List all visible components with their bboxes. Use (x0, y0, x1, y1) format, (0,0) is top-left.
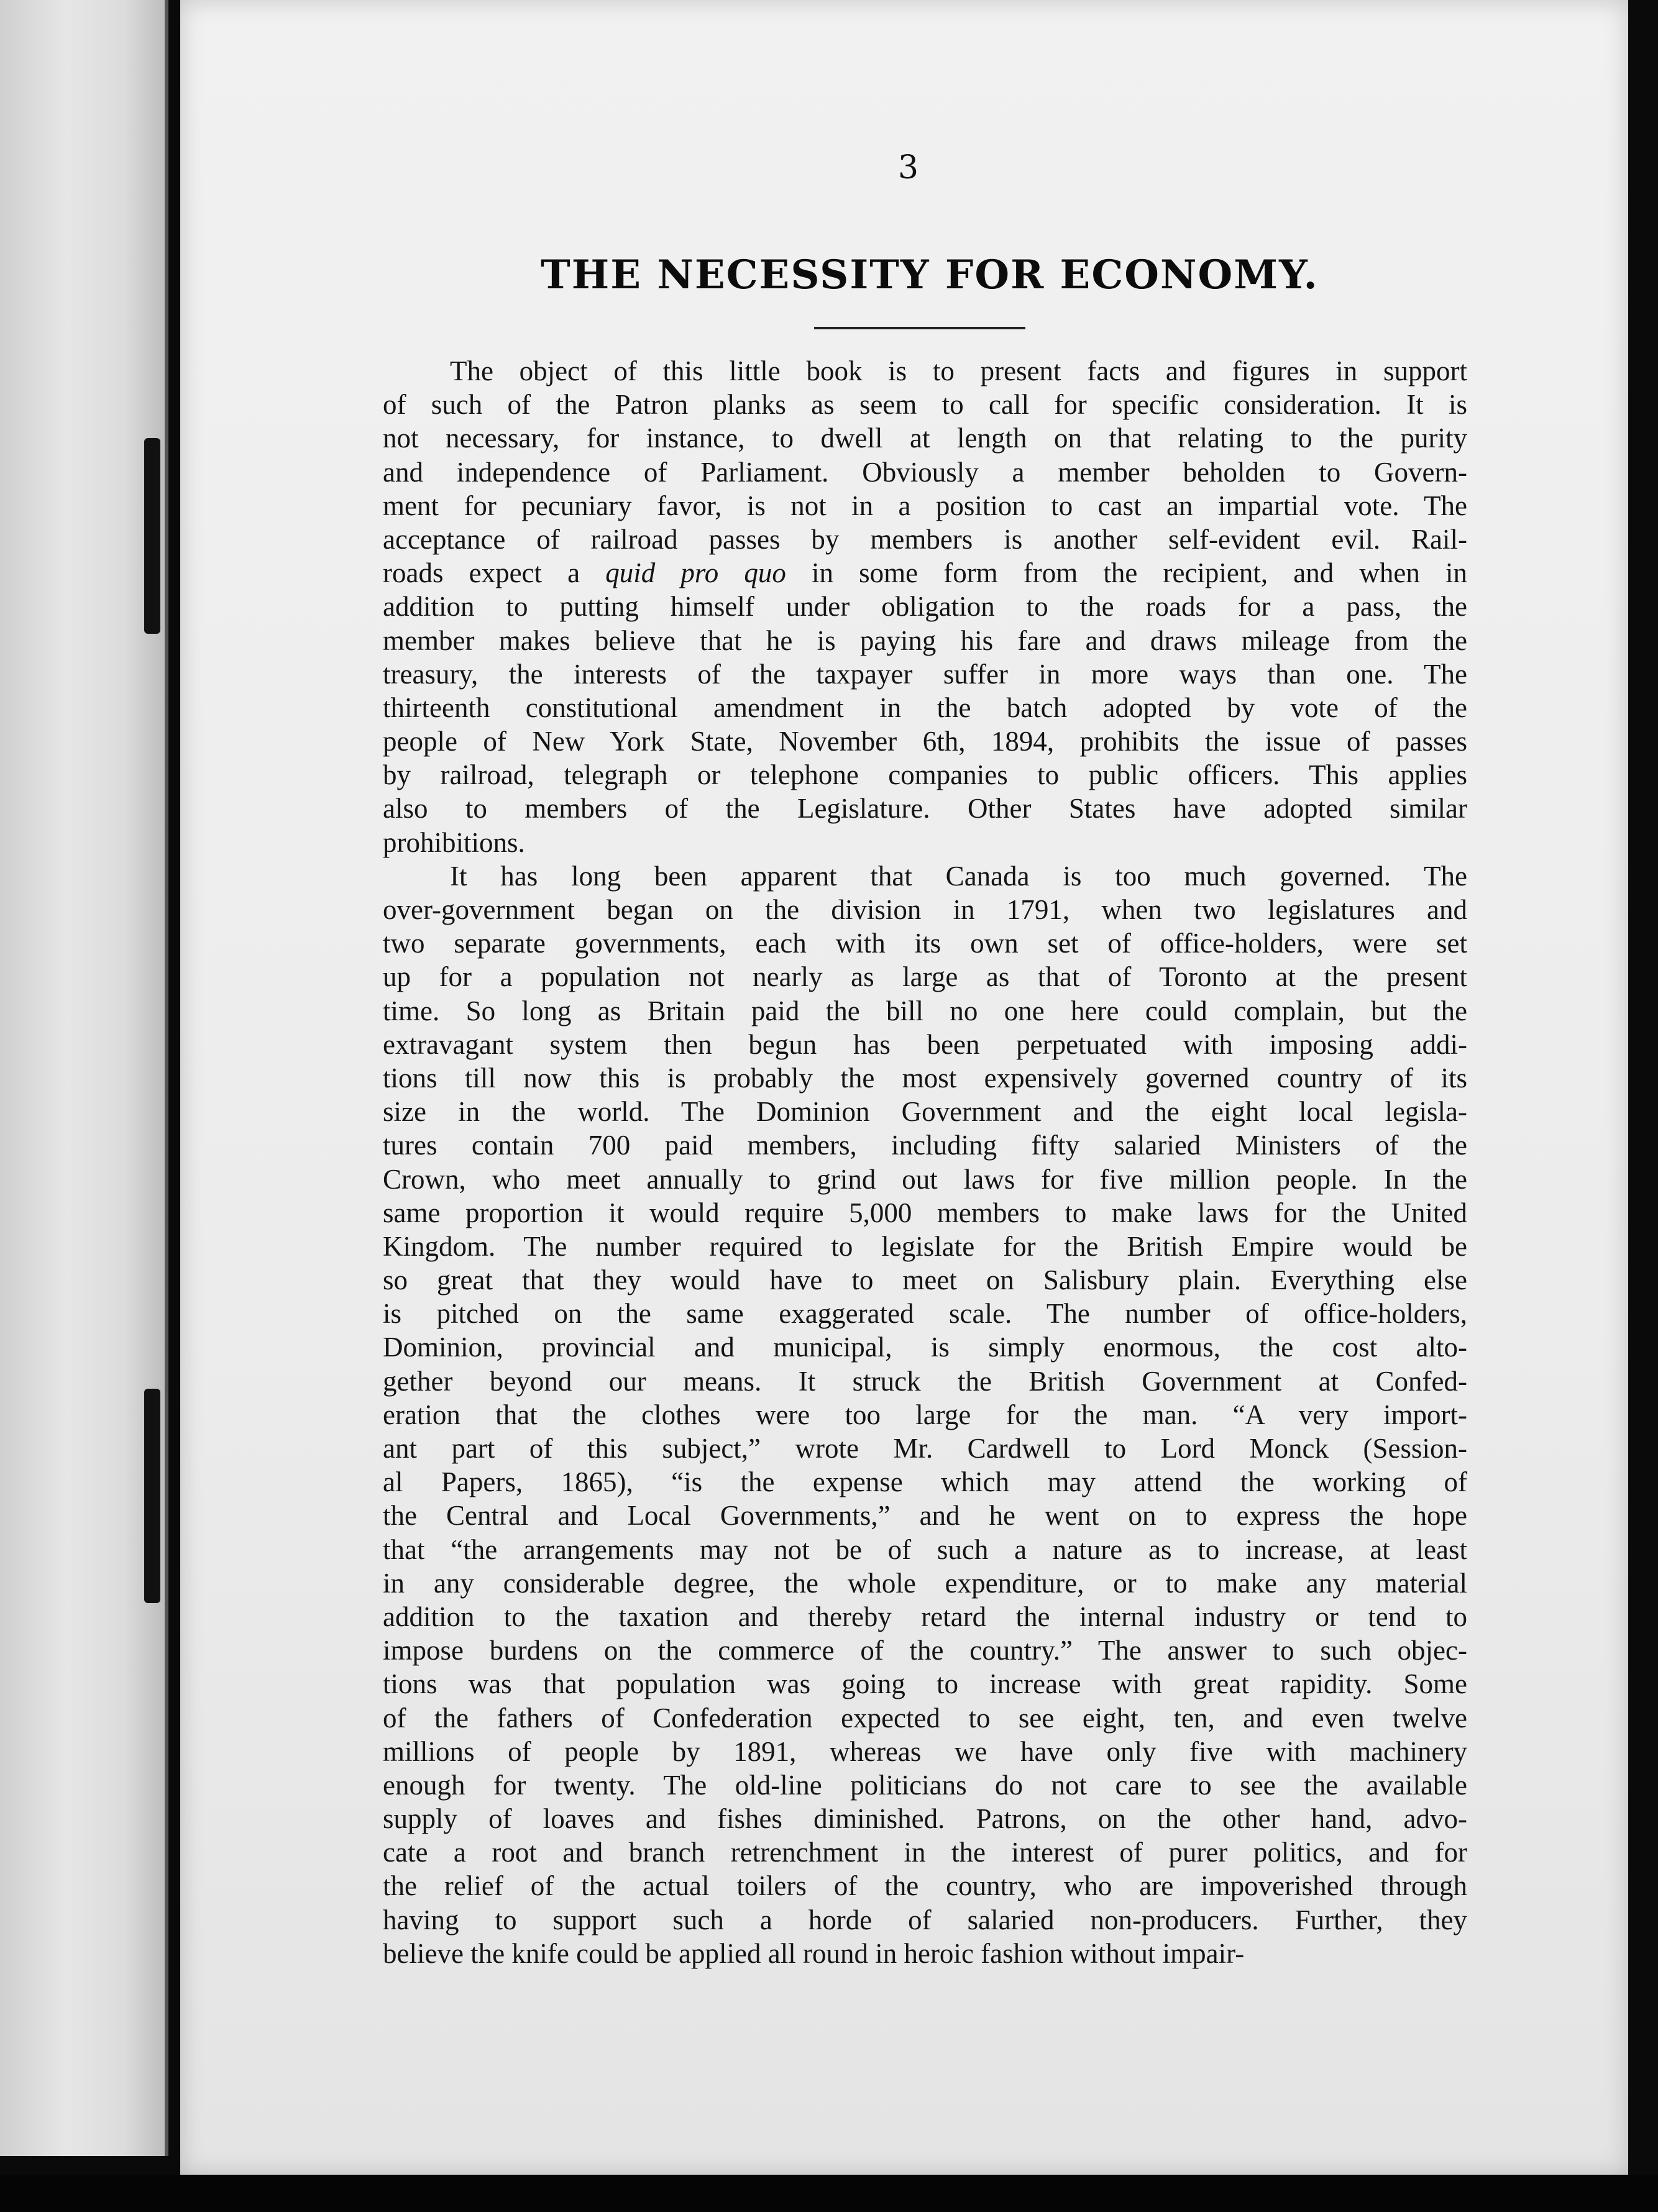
title-rule (814, 327, 1025, 329)
text-line: the Central and Local Governments,” and he went on to express the hope (383, 1500, 1467, 1532)
text-line: size in the world. The Dominion Government and the eight local legisla- (383, 1096, 1467, 1128)
text-line: ment for pecuniary favor, is not in a position to cast an impartial vote. The (383, 490, 1467, 521)
text-line: Kingdom. The number required to legislate for the British Empire would be (383, 1230, 1467, 1262)
text-line: roads expect a quid pro quo in some form from the recipient, and when in (383, 557, 1467, 589)
text-line: treasury, the interests of the taxpayer suffer in more ways than one. The (383, 658, 1467, 690)
text-line: prohibitions. (383, 826, 525, 858)
text-line: time. So long as Britain paid the bill no one here could complain, but the (383, 995, 1467, 1026)
text-line: the relief of the actual toilers of the country, who are impoverished through (383, 1870, 1467, 1902)
text-line: impose burdens on the commerce of the country.” The answer to such objec- (383, 1635, 1467, 1666)
text-line: It has long been apparent that Canada is too much governed. The (450, 860, 1467, 892)
italic-phrase: quid pro quo (605, 557, 786, 589)
text-line: eration that the clothes were too large for the man. “A very import- (383, 1399, 1467, 1430)
binding-edge (0, 0, 168, 2156)
text-line: addition to putting himself under obligation to the roads for a pass, the (383, 591, 1467, 623)
text-line: member makes believe that he is paying his fare and draws mileage from the (383, 624, 1467, 656)
text-line: two separate governments, each with its own set of office-holders, were set (383, 928, 1467, 959)
text-line: also to members of the Legislature. Other States have adopted similar (383, 793, 1467, 825)
paragraph-passes (383, 354, 1467, 859)
text-line: addition to the taxation and thereby retard the internal industry or tend to (383, 1601, 1467, 1632)
text-line: tures contain 700 paid members, including fifty salaried Ministers of the (383, 1130, 1467, 1161)
text-line: same proportion it would require 5,000 members to make laws for the United (383, 1197, 1467, 1228)
text-line: gether beyond our means. It struck the British Government at Confed- (383, 1365, 1467, 1397)
text-line: by railroad, telegraph or telephone companies to public officers. This applies (383, 759, 1467, 791)
text-line: tions was that population was going to increase with great rapidity. Some (383, 1668, 1467, 1700)
text-line: believe the knife could be applied all round in heroic fashion without impair- (383, 1937, 1245, 1969)
text-line: millions of people by 1891, whereas we have only five with machinery (383, 1735, 1467, 1767)
text-line: enough for twenty. The old-line politicians do not care to see the available (383, 1769, 1467, 1801)
binding-stitch (144, 438, 160, 634)
binding-stitch (144, 1389, 160, 1603)
text-line: The object of this little book is to present facts and figures in support (450, 355, 1467, 386)
text-line: and independence of Parliament. Obviously a member beholden to Govern- (383, 456, 1467, 488)
text-line: having to support such a horde of salaried non-producers. Further, they (383, 1904, 1467, 1936)
text-line: of the fathers of Confederation expected to see eight, ten, and even twelve (383, 1702, 1467, 1734)
text-line: supply of loaves and fishes diminished. Patrons, on the other hand, advo- (383, 1803, 1467, 1835)
page-title: THE NECESSITY FOR ECONOMY. (541, 252, 1319, 298)
text-line: ant part of this subject,” wrote Mr. Cardwell to Lord Monck (Session- (383, 1433, 1467, 1464)
text-line: al Papers, 1865), “is the expense which may attend the working of (383, 1466, 1467, 1498)
text-line: Crown, who meet annually to grind out laws for five million people. In the (383, 1163, 1467, 1195)
text-line: that “the arrangements may not be of such a nature as to increase, at least (383, 1533, 1467, 1565)
page-number: 3 (898, 149, 919, 186)
body-text (383, 354, 1467, 1970)
text-line: in any considerable degree, the whole expenditure, or to make any material (383, 1567, 1467, 1599)
text-line: up for a population not nearly as large as that of Toronto at the present (383, 961, 1467, 993)
text-line: is pitched on the same exaggerated scale. The number of office-holders, (383, 1298, 1467, 1330)
paragraph-over-government (383, 859, 1467, 1970)
text-line: not necessary, for instance, to dwell at length on that relating to the purity (383, 423, 1467, 454)
text-line: of such of the Patron planks as seem to call for specific consideration. It is (383, 389, 1467, 421)
text-line: extravagant system then begun has been perpetuated with imposing addi- (383, 1028, 1467, 1060)
text-line: so great that they would have to meet on Salisbury plain. Everything else (383, 1264, 1467, 1296)
text-line: cate a root and branch retrenchment in the interest of purer politics, and for (383, 1837, 1467, 1868)
scan-bottom-edge (0, 2175, 1658, 2212)
text-line: Dominion, provincial and municipal, is simply enormous, the cost alto- (383, 1332, 1467, 1363)
text-line: people of New York State, November 6th, 1894, prohibits the issue of passes (383, 726, 1467, 757)
text-line: over-government began on the division in 1791, when two legislatures and (383, 894, 1467, 925)
text-line: thirteenth constitutional amendment in the batch adopted by vote of the (383, 692, 1467, 723)
text-line: tions till now this is probably the most expensively governed country of its (383, 1062, 1467, 1094)
text-line: acceptance of railroad passes by members is another self-evident evil. Rail- (383, 523, 1467, 555)
